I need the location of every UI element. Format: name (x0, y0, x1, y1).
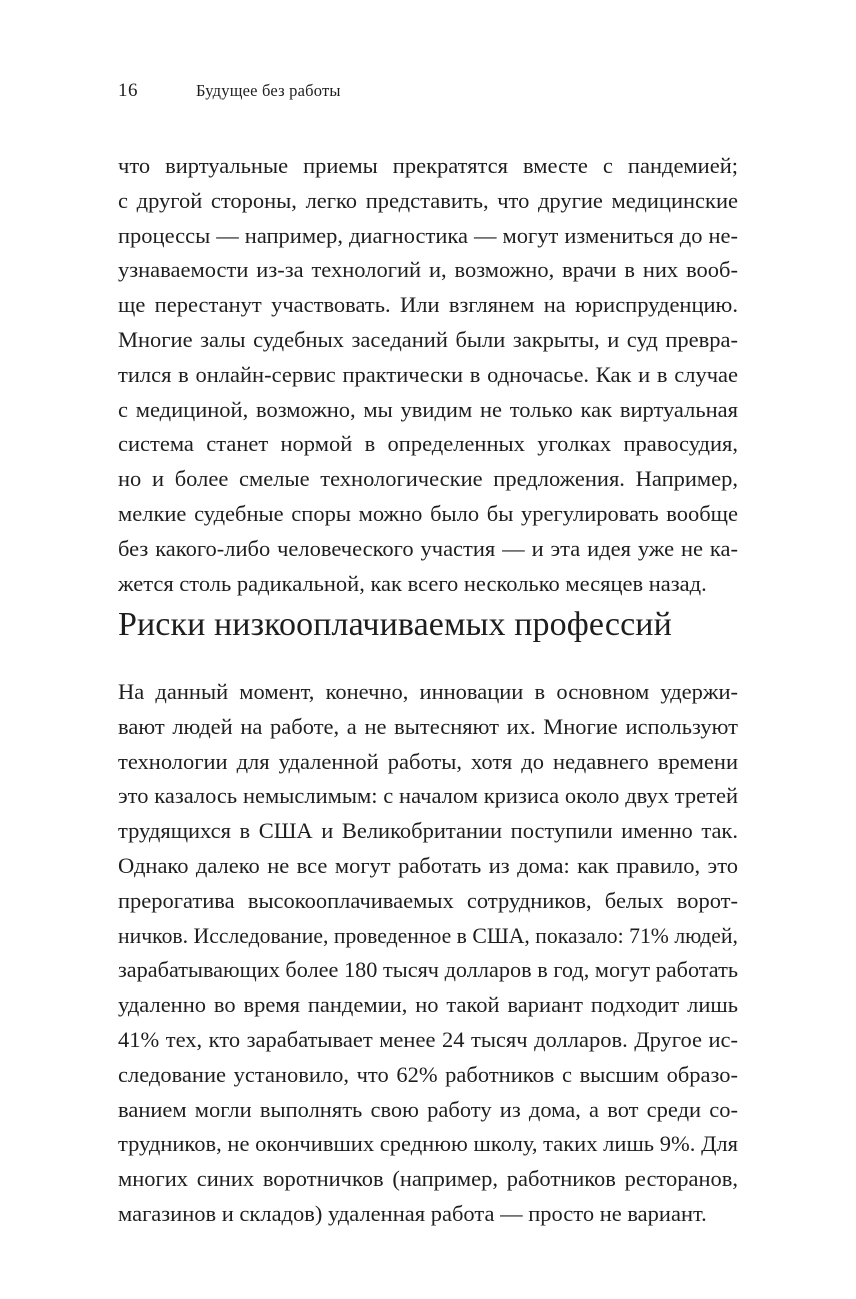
body-paragraph-2 (118, 675, 738, 1232)
text-line: ничков. Исследование, проведенное в США, показало: 71% людей, (118, 922, 738, 948)
text-line: Однако далеко не все могут работать из дома: как правило, это (118, 852, 738, 878)
text-line: технологии для удаленной работы, хотя до недавнего времени (118, 748, 738, 774)
page-number: 16 (118, 80, 138, 101)
body-paragraph-1 (118, 149, 738, 601)
text-line: удаленно во время пандемии, но такой вариант подходит лишь (118, 992, 738, 1018)
text-line: многих синих воротничков (например, работников ресторанов, (118, 1166, 738, 1192)
text-line: зарабатывающих более 180 тысяч долларов в год, могут работать (118, 957, 738, 983)
text-line: что виртуальные приемы прекратятся вместе с пандемией; (118, 153, 738, 178)
text-line: процессы — например, диагностика — могут измениться до не- (118, 222, 738, 248)
text-line: система станет нормой в определенных уголках правосудия, (118, 431, 738, 457)
text-line: ванием могли выполнять свою работу из дома, а вот среди со- (118, 1096, 738, 1122)
text-line: ще перестанут участвовать. Или взглянем на юриспруденцию. (118, 292, 738, 318)
text-line: следование установило, что 62% работников с высшим образо- (118, 1061, 738, 1087)
text-line: с другой стороны, легко представить, что другие медицинские (118, 187, 738, 213)
text-line: трудящихся в США и Великобритании поступили именно так. (118, 818, 738, 844)
text-line: с медициной, возможно, мы увидим не только как виртуальная (118, 396, 738, 422)
text-line: мелкие судебные споры можно было бы урегулировать вообще (118, 500, 738, 526)
text-line: это казалось немыслимым: с началом кризиса около двух третей (118, 783, 738, 809)
text-line: магазинов и складов) удаленная работа — просто не вариант. (118, 1200, 707, 1226)
text-line: жется столь радикальной, как всего несколько месяцев назад. (118, 570, 707, 596)
text-line: без какого-либо человеческого участия — и эта идея уже не ка- (118, 535, 738, 561)
text-line: но и более смелые технологические предложения. Например, (118, 466, 738, 492)
running-header (118, 80, 341, 104)
text-line: трудников, не окончивших среднюю школу, таких лишь 9%. Для (118, 1131, 738, 1157)
text-line: 41% тех, кто зарабатывает менее 24 тысяч долларов. Другое ис- (118, 1026, 738, 1052)
text-line: прерогатива высокооплачиваемых сотрудников, белых ворот- (118, 887, 738, 913)
text-line: На данный момент, конечно, инновации в основном удержи- (118, 679, 738, 704)
text-line: тился в онлайн-сервис практически в одночасье. Как и в случае (118, 361, 738, 387)
text-line: Многие залы судебных заседаний были закрыты, и суд превра- (118, 326, 738, 352)
section-heading: Риски низкооплачиваемых профессий (118, 606, 672, 643)
book-title: Будущее без работы (196, 81, 341, 100)
text-line: узнаваемости из-за технологий и, возможно, врачи в них вооб- (118, 257, 738, 283)
text-line: вают людей на работе, а не вытесняют их. Многие используют (118, 713, 738, 739)
